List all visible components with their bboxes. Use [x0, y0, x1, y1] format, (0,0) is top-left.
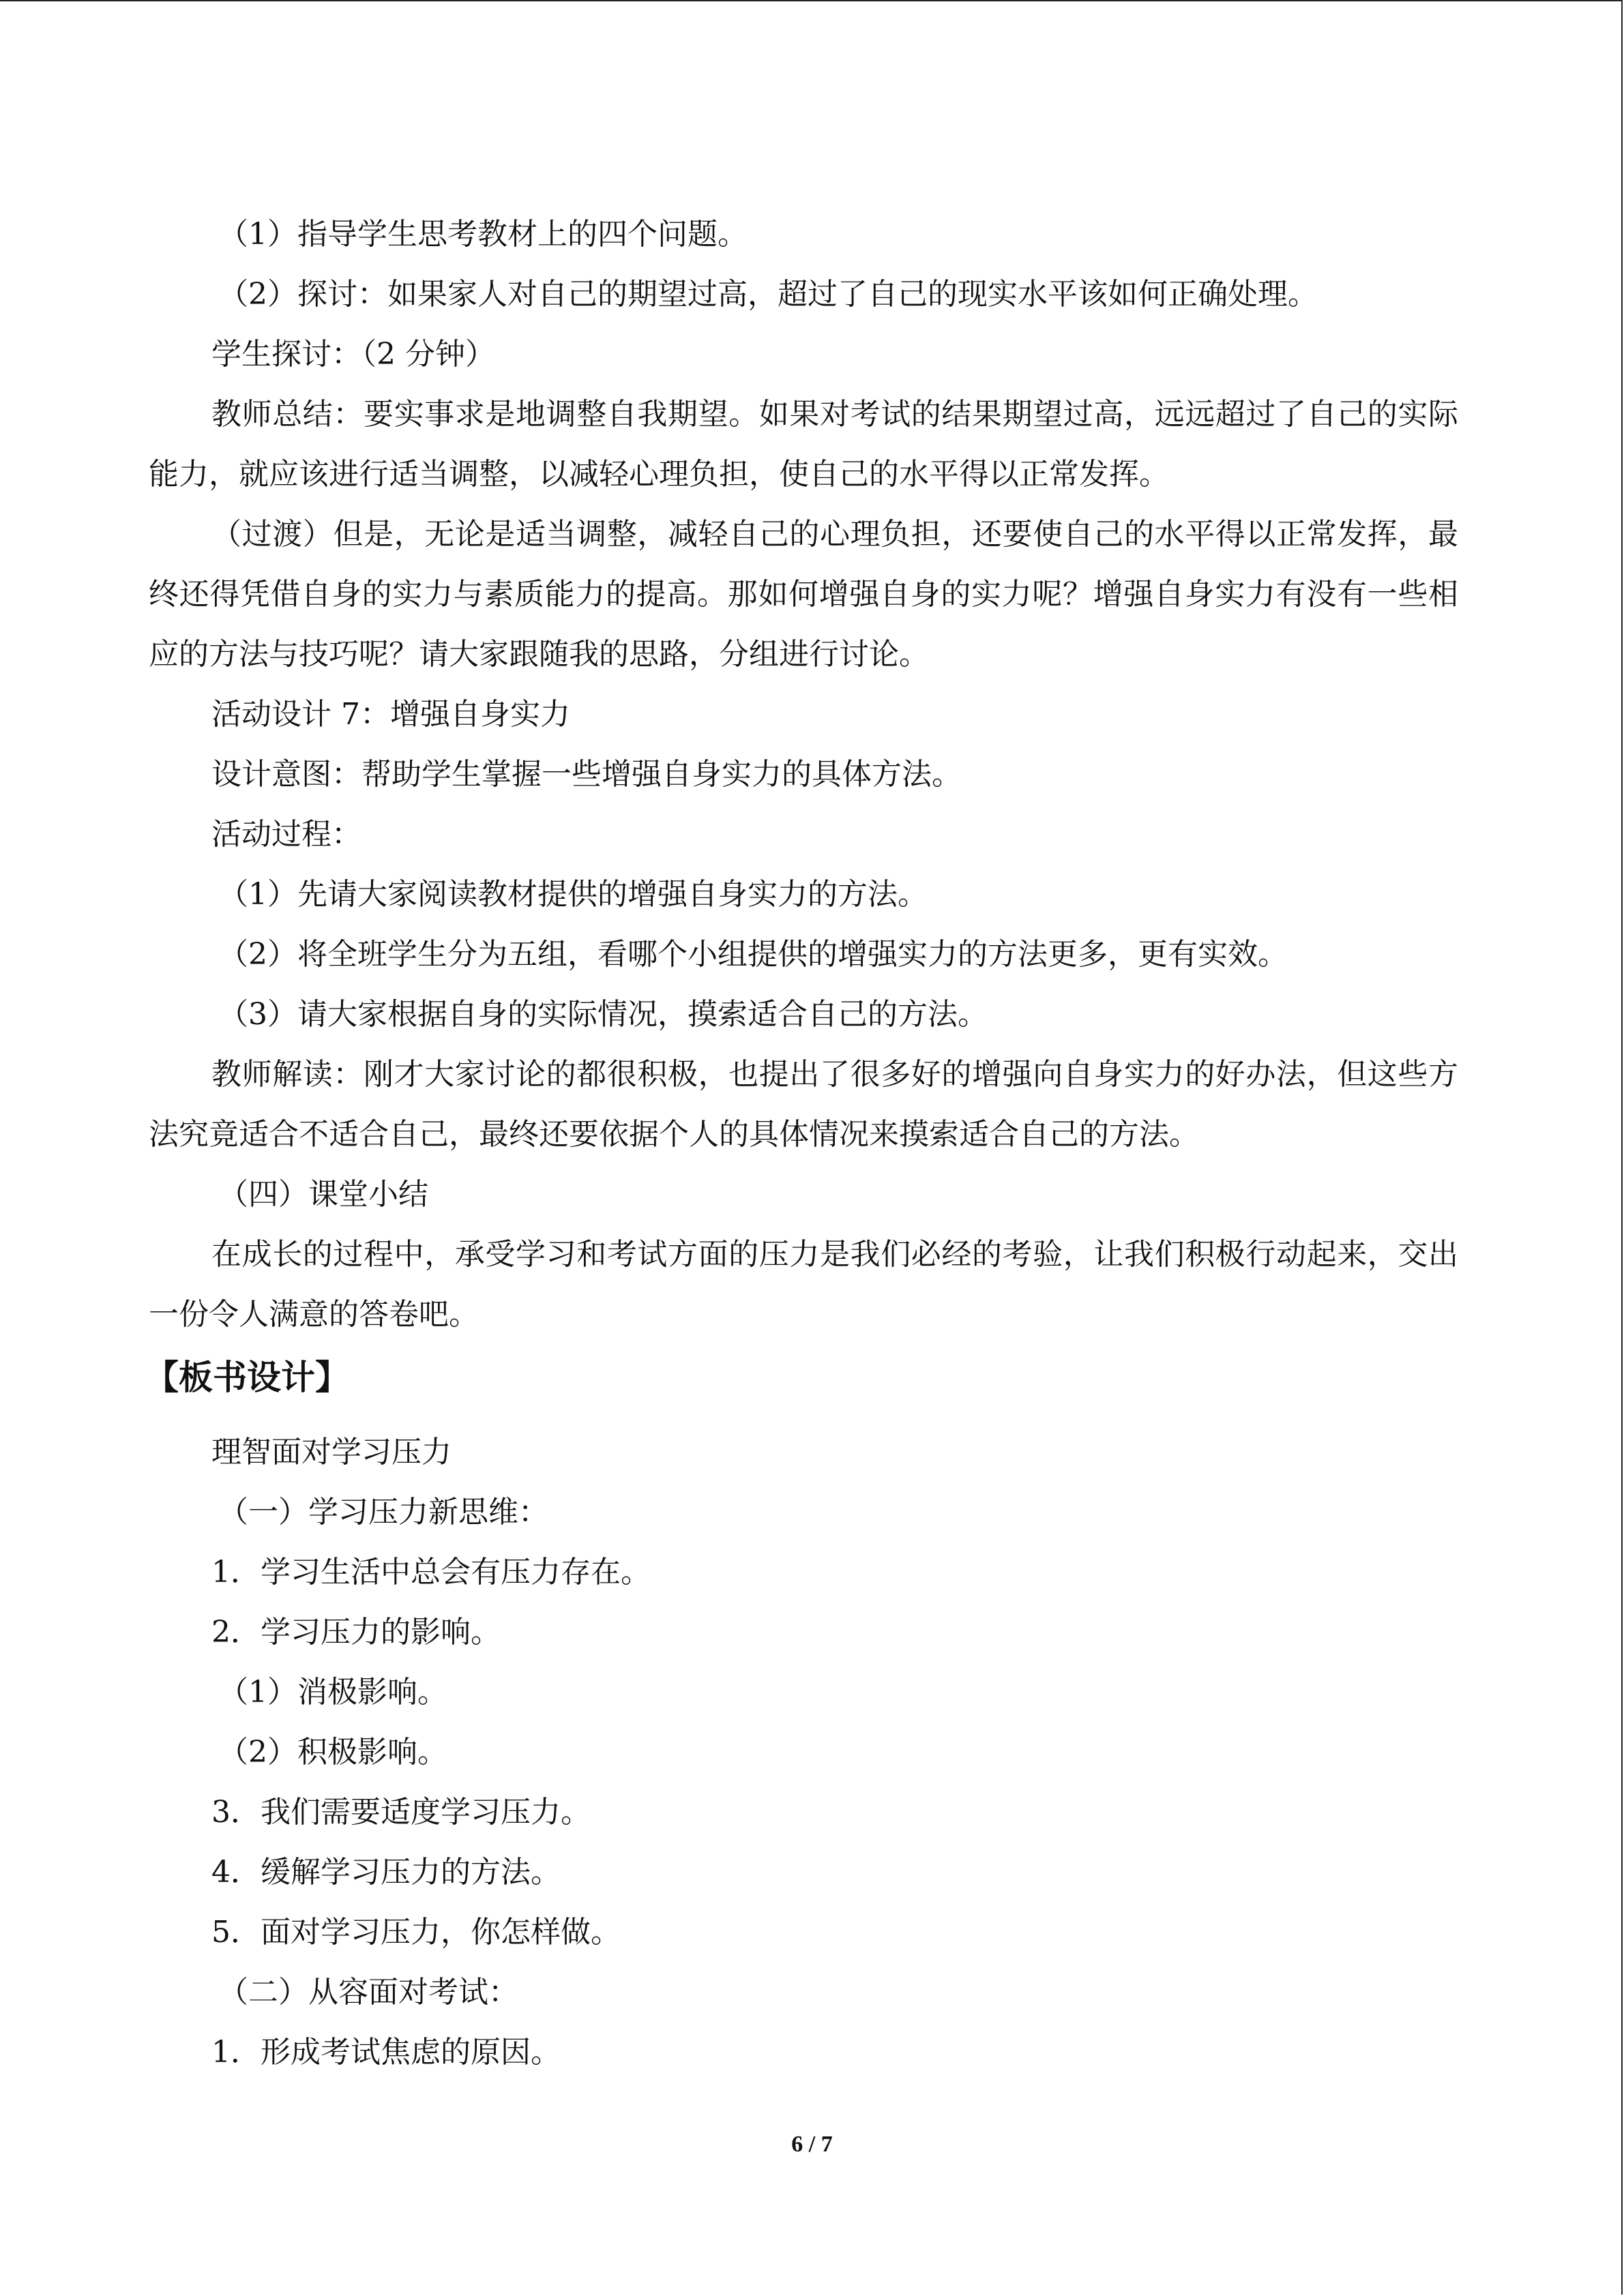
section-heading: 【板书设计】 — [145, 1358, 349, 1397]
paragraph: 教师总结：要实事求是地调整自我期望。如果对考试的结果期望过高，远远超过了自己的实际能力，就应该进行适当调整，以减轻心理负担，使自己的水平得以正常发挥。 — [149, 397, 1458, 492]
paragraph: 理智面对学习压力 — [211, 1435, 452, 1470]
paragraph: 5．面对学习压力，你怎样做。 — [211, 1915, 621, 1950]
paragraph: （一）学习压力新思维： — [218, 1495, 548, 1530]
paragraph: （1）消极影响。 — [218, 1675, 447, 1710]
paragraph: 教师解读：刚才大家讨论的都很积极，也提出了很多好的增强向自身实力的好办法，但这些方法究竟适合不适合自己，最终还要依据个人的具体情况来摸索适合自己的方法。 — [149, 1057, 1458, 1152]
paragraph: 活动过程： — [211, 817, 361, 852]
paragraph: （2）将全班学生分为五组，看哪个小组提供的增强实力的方法更多，更有实效。 — [218, 937, 1288, 972]
paragraph: 1．形成考试焦虑的原因。 — [211, 2035, 561, 2070]
paragraph: 学生探讨：（2 分钟） — [211, 337, 495, 372]
paragraph: 设计意图：帮助学生掌握一些增强自身实力的具体方法。 — [211, 757, 962, 792]
paragraph: （2）探讨：如果家人对自己的期望过高，超过了自己的现实水平该如何正确处理。 — [218, 277, 1318, 312]
paragraph: 1．学习生活中总会有压力存在。 — [211, 1555, 651, 1590]
paragraph: （过渡）但是，无论是适当调整，减轻自己的心理负担，还要使自己的水平得以正常发挥，最终还得凭借自身的实力与素质能力的提高。那如何增强自身的实力呢？增强自身实力有没有一些相应的方法与技巧呢？请大家跟随我的思路，分组进行讨论。 — [149, 517, 1458, 672]
paragraph: （2）积极影响。 — [218, 1735, 447, 1770]
page-number: 6 / 7 — [791, 2132, 833, 2157]
paragraph: 3．我们需要适度学习压力。 — [211, 1795, 591, 1830]
document-body — [145, 205, 1458, 2083]
paragraph: （1）先请大家阅读教材提供的增强自身实力的方法。 — [218, 877, 928, 912]
paragraph: （1）指导学生思考教材上的四个问题。 — [218, 217, 748, 252]
blackboard-design-section — [149, 1422, 1458, 2083]
paragraph: 在成长的过程中，承受学习和考试方面的压力是我们必经的考验，让我们积极行动起来，交出一份令人满意的答卷吧。 — [149, 1237, 1458, 1332]
paragraph: 4．缓解学习压力的方法。 — [211, 1855, 561, 1890]
paragraph: （3）请大家根据自身的实际情况，摸索适合自己的方法。 — [218, 997, 988, 1032]
paragraph: （四）课堂小结 — [218, 1177, 428, 1212]
paragraph: 2．学习压力的影响。 — [211, 1615, 501, 1650]
paragraph: （二）从容面对考试： — [218, 1975, 518, 2010]
lesson-process-section — [149, 205, 1458, 1345]
paragraph: 活动设计 7：增强自身实力 — [211, 697, 570, 732]
